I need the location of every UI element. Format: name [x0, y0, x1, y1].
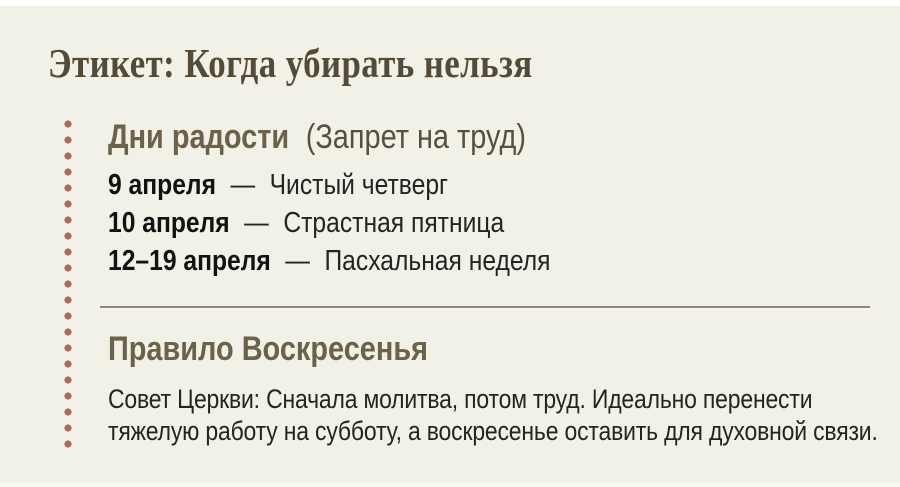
- joy-section-heading: Дни радости: [108, 118, 290, 156]
- item-dash: —: [285, 245, 310, 277]
- section-divider: [100, 306, 870, 308]
- joy-section-heading-line: [108, 114, 526, 160]
- paragraph-line: Совет Церкви: Сначала молитва, потом труд. Идеально перенести: [108, 384, 813, 414]
- joy-section-heading-note: (Запрет на труд): [305, 118, 527, 156]
- item-dash: —: [244, 207, 269, 239]
- bottom-edge-highlight: [0, 483, 900, 487]
- item-date: 9 апреля: [108, 169, 216, 201]
- paragraph-line: тяжелую работу на субботу, а воскресенье оставить для духовной связи.: [108, 416, 878, 446]
- item-dash: —: [230, 169, 256, 201]
- dotted-accent-line: [64, 116, 72, 452]
- schedule-item-clean-thursday: [108, 166, 551, 204]
- page-title: Этикет: Когда убирать нельзя: [48, 40, 533, 86]
- top-edge-highlight: [0, 0, 900, 6]
- schedule-item-easter-week: [108, 242, 551, 280]
- sunday-section-heading: Правило Воскресенья: [108, 330, 428, 368]
- schedule-item-good-friday: [108, 204, 551, 242]
- sunday-rule-paragraph: [108, 383, 900, 447]
- item-date: 10 апреля: [108, 207, 230, 239]
- item-date: 12–19 апреля: [108, 245, 271, 277]
- joy-schedule-list: [108, 166, 551, 280]
- item-label: Страстная пятница: [283, 207, 505, 239]
- item-label: Чистый четверг: [269, 169, 449, 201]
- item-label: Пасхальная неделя: [324, 245, 551, 277]
